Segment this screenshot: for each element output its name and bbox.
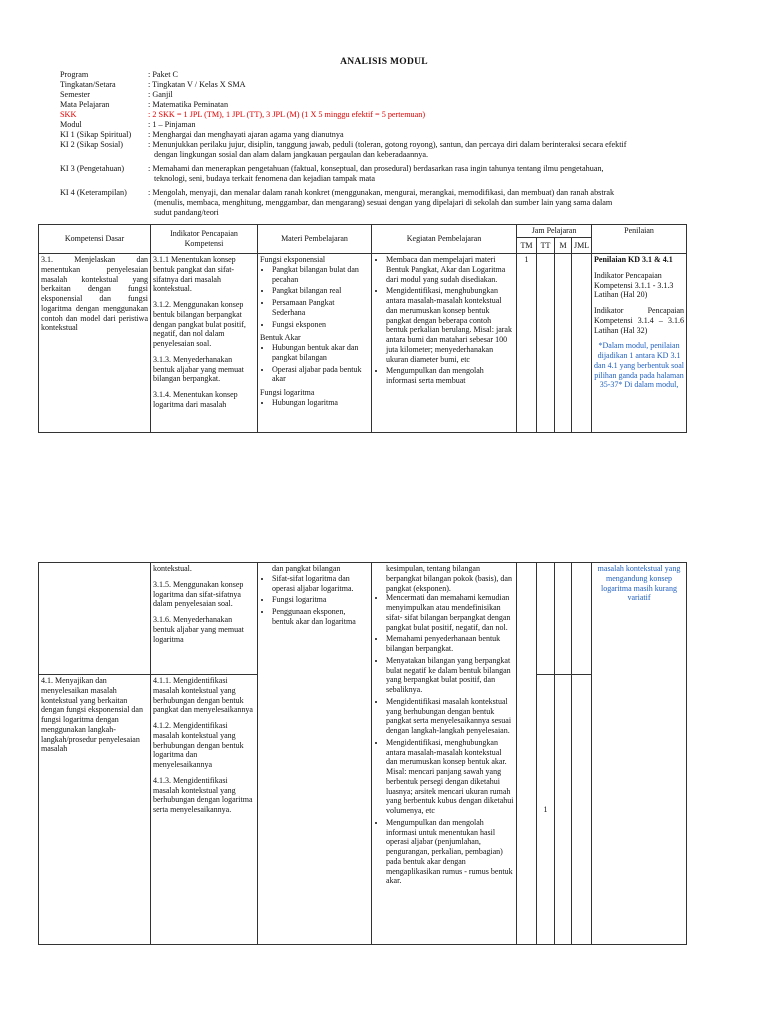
tm-cell: 1: [517, 254, 537, 433]
header-jml: JML: [572, 238, 592, 254]
header-tt: TT: [537, 238, 555, 254]
header-tm: TM: [517, 238, 537, 254]
list-item: • Mengidentifikasi masalah kontekstual yang berhubungan dengan bentuk pangkat serta menyelesaikannya sesuai dengan langkah-langkah penyelesaian.: [386, 697, 514, 736]
list-item: • Persamaan Pangkat Sederhana: [272, 298, 369, 318]
meta-ki3: KI 3 (Pengetahuan) : Memahami dan menerapkan pengetahuan (faktual, konseptual, dan prosedural) berdasarkan rasa ingin tahunya tentang ilmu pengetahuan, teknologi, seni, budaya terkait fenomena dan kejadian tampak mata: [60, 164, 604, 183]
analysis-table-page2: [38, 562, 687, 945]
m-cell: [555, 675, 572, 945]
meta-ki4: KI 4 (Keterampilan) : Mengolah, menyaji, dan menalar dalam ranah konkret (menggunakan, mengurai, merangkai, memodifikasi, dan membuat) dan ranah abstrak (menulis, membaca, menghitung, menggambar, dan mengarang) sesuai dengan yang dipelajari di sekolah dan sumber lain yang sama dalam sudut pandang/teori: [60, 188, 615, 217]
list-item: • Hubungan bentuk akar dan pangkat bilangan: [272, 343, 369, 363]
ipk-cell: 3.1.1 Menentukan konsep bentuk pangkat dan sifat-sifatnya dari masalah kontekstual. 3.1.2. Menggunakan konsep bentuk bilangan berpangkat dengan pangkat bulat positif, negatif, dan nol dalam penyelesaian soal. 3.1.3. Menyederhanakan bentuk aljabar yang memuat bilangan berpangkat. 3.1.4. Menentukan konsep logaritma dari masalah: [151, 254, 258, 433]
tt-cell: [537, 563, 555, 675]
list-item: • Fungsi logaritma: [272, 595, 369, 605]
list-item: • Mengumpulkan dan mengolah informasi untuk menentukan hasil operasi aljabar (penjumlahan, pengurangan, perkalian, pembagian) pada bentuk akar dengan mengaplikasikan rumus - rumus bentuk akar.: [386, 818, 514, 886]
meta-ki2: KI 2 (Sikap Sosial) : Menunjukkan perilaku jujur, disiplin, tanggung jawab, peduli (toleran, gotong royong), santun, dan percaya diri dalam berinteraksi secara efektif dengan lingkungan sosial dan alam dalam jangkauan pergaulan dan keberadaannya.: [60, 140, 627, 159]
meta-mapel: Mata Pelajaran : Matematika Peminatan: [60, 100, 229, 109]
analysis-table-page1: [38, 224, 687, 433]
jml-cell: [572, 254, 592, 433]
list-item: • Memahami penyederhanaan bentuk bilangan berpangkat.: [386, 634, 514, 654]
kd-cell: 3.1. Menjelaskan dan menentukan penyelesaian masalah kontekstual yang berkaitan dengan fungsi eksponensial dan fungsi logaritma dengan menggunakan contoh dan model dari peristiwa kontekstual: [39, 254, 151, 433]
kegiatan-cell: kesimpulan, tentang bilangan berpangkat bilangan pokok (basis), dan pangkat (eksponen). • Mencermati dan memahami kemudian menyimpulkan atau mendefinisikan sifat- sifat bilangan berpangkat dengan pangkat bulat positif, negatif, dan nol. • Memahami penyederhanaan bentuk bilangan berpangkat. • Menyatakan bilangan yang berpangkat bulat negatif ke dalam bentuk bilangan yang berpangkat bulat positif, dan sebaliknya. • Mengidentifikasi masalah kontekstual yang berhubungan dengan bentuk pangkat serta menyelesaikannya sesuai dengan langkah-langkah penyelesaian. • Mengidentifikasi, menghubungkan antara masalah-masalah kontekstual dan merumuskan konsep bentuk akar. Misal: mencari panjang sawah yang berbentuk persegi dengan diketahui luasnya; arsitek mencari ukuran rumah yang berbentuk kubus dengan diketahui volumenya, etc • Mengumpulkan dan mengolah informasi untuk menentukan hasil operasi aljabar (penjumlahan, pengurangan, perkalian, pembagian) pada bentuk akar dengan mengaplikasikan rumus - rumus bentuk akar.: [372, 563, 517, 945]
list-item: • Mengidentifikasi, menghubungkan antara masalah-masalah kontekstual dan merumuskan konsep bentuk akar. Misal: mencari panjang sawah yang berbentuk persegi dengan diketahui luasnya; arsitek mencari ukuran rumah yang berbentuk kubus dengan diketahui volumenya, etc: [386, 738, 514, 816]
tm-cell: [517, 563, 537, 945]
list-item: • Mengumpulkan dan mengolah informasi serta membuat: [386, 366, 514, 386]
header-penilaian: Penilaian: [592, 225, 687, 254]
materi-cell: dan pangkat bilangan • Sifat-sifat logaritma dan operasi aljabar logaritma. • Fungsi logaritma • Penggunaan eksponen, bentuk akar dan logaritma: [258, 563, 372, 945]
meta-skk: SKK : 2 SKK = 1 JPL (TM), 1 JPL (TT), 3 JPL (M) (1 X 5 minggu efektif = 5 pertemuan): [60, 110, 426, 119]
kd-cell: [39, 563, 151, 675]
list-item: • Fungsi eksponen: [272, 320, 369, 330]
meta-tingkatan: Tingkatan/Setara : Tingkatan V / Kelas X SMA: [60, 80, 246, 89]
list-item: • Hubungan logaritma: [272, 398, 369, 408]
header-kompetensi-dasar: Kompetensi Dasar: [39, 225, 151, 254]
jml-cell: [572, 675, 592, 945]
header-indikator: Indikator Pencapaian Kompetensi: [151, 225, 258, 254]
ipk-41-cell: 4.1.1. Mengidentifikasi masalah kontekstual yang berhubungan dengan bentuk pangkat dan menyelesaikannya 4.1.2. Mengidentifikasi masalah kontekstual yang berhubungan dengan bentuk logaritma dan menyelesaikannya 4.1.3. Mengidentifikasi masalah kontekstual yang berhubungan dengan logaritma serta menyelesaikannya.: [151, 675, 258, 945]
jml-cell: [572, 563, 592, 675]
tt-cell: 1: [537, 675, 555, 945]
list-item: • Menyatakan bilangan yang berpangkat bulat negatif ke dalam bentuk bilangan yang berpangkat bulat positif, dan sebaliknya.: [386, 656, 514, 695]
list-item: • Sifat-sifat logaritma dan operasi aljabar logaritma.: [272, 574, 369, 594]
list-item: • Operasi aljabar pada bentuk akar: [272, 365, 369, 385]
list-item: • Pangkat bilangan bulat dan pecahan: [272, 265, 369, 285]
header-materi: Materi Pembelajaran: [258, 225, 372, 254]
ipk-cell: kontekstual. 3.1.5. Menggunakan konsep logaritma dan sifat-sifatnya dalam penyelesaian soal. 3.1.6. Menyederhanakan bentuk aljabar yang memuat logaritma: [151, 563, 258, 675]
module-meta: [60, 70, 700, 218]
list-item: • Pangkat bilangan real: [272, 286, 369, 296]
materi-cell: Fungsi eksponensial • Pangkat bilangan bulat dan pecahan • Pangkat bilangan real • Persamaan Pangkat Sederhana • Fungsi eksponen Bentuk Akar • Hubungan bentuk akar dan pangkat bilangan • Operasi aljabar pada bentuk akar Fungsi logaritma • Hubungan logaritma: [258, 254, 372, 433]
meta-semester: Semester : Ganjil: [60, 90, 173, 99]
meta-program: Program : Paket C: [60, 70, 179, 79]
meta-modul: Modul : 1 – Pinjaman: [60, 120, 196, 129]
list-item: • Mencermati dan memahami kemudian menyimpulkan atau mendefinisikan sifat- sifat bilangan berpangkat dengan pangkat bulat positif, negatif, dan nol.: [386, 593, 514, 632]
meta-ki1: KI 1 (Sikap Spiritual) : Menghargai dan menghayati ajaran agama yang dianutnya: [60, 130, 344, 139]
m-cell: [555, 563, 572, 675]
list-item: • Mengidentifikasi, menghubungkan antara masalah-masalah kontekstual dan merumuskan konsep bentuk pangkat dengan beberapa contoh bentuk perkalian berulang. Misal: jarak antara bumi dan matahari sebesar 100 juta kilometer; menyederhanakan ukuran diameter bumi, etc: [386, 286, 514, 364]
document-title: ANALISIS MODUL: [340, 57, 428, 67]
header-kegiatan: Kegiatan Pembelajaran: [372, 225, 517, 254]
kd-41-cell: 4.1. Menyajikan dan menyelesaikan masalah kontekstual yang berkaitan dengan fungsi eksponensial dan fungsi logaritma dengan menggunakan langkah-langkah/prosedur penyelesaian masalah: [39, 675, 151, 945]
header-m: M: [555, 238, 572, 254]
list-item: • Membaca dan mempelajari materi Bentuk Pangkat, Akar dan Logaritma dari modul yang sudah disediakan.: [386, 255, 514, 284]
penilaian-cell: Penilaian KD 3.1 & 4.1 Indikator Pencapaian Kompetensi 3.1.1 - 3.1.3 Latihan (Hal 20) Indikator Pencapaian Kompetensi 3.1.4 – 3.1.6 Latihan (Hal 32) *Dalam modul, penilaian dijadikan 1 antara KD 3.1 dan 4.1 yang berbentuk soal pilihan ganda pada halaman 35-37* Di dalam modul,: [592, 254, 687, 433]
kegiatan-cell: [372, 254, 517, 433]
m-cell: [555, 254, 572, 433]
list-item: • Penggunaan eksponen, bentuk akar dan logaritma: [272, 607, 369, 627]
header-jam-pelajaran: Jam Pelajaran: [517, 225, 592, 238]
penilaian-cell: masalah kontekstual yang mengandung konsep logaritma masih kurang variatif: [592, 563, 687, 945]
tt-cell: [537, 254, 555, 433]
